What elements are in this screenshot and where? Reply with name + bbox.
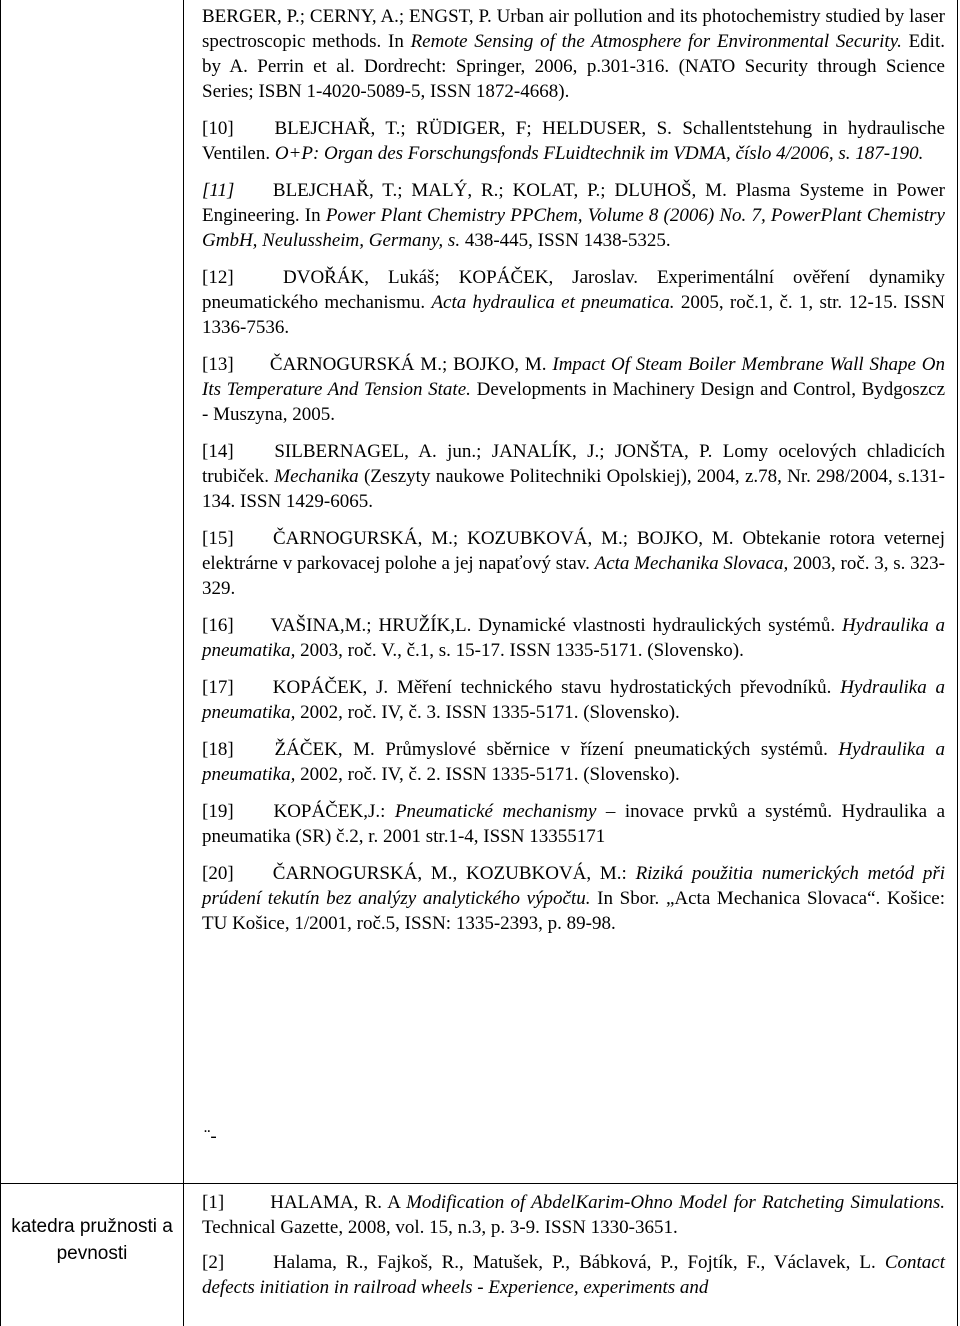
- reference-text: ČARNOGURSKÁ M.; BOJKO, M.: [269, 354, 553, 375]
- reference-entry: [202, 178, 945, 253]
- reference-text: BERGER, P.; CERNY, A.; ENGST, P. Urban air pollution and its photochemistry studied by laser spectroscopic methods. In: [202, 6, 945, 52]
- reference-entry: [202, 116, 945, 166]
- reference-text: BLEJCHAŘ, T.; RÜDIGER, F; HELDUSER, S. Schallentstehung in hydraulische Ventilen.: [202, 118, 945, 164]
- reference-italic-text: Hydraulika a pneumatika,: [202, 739, 945, 785]
- reference-italic-text: O+P: Organ des Forschungsfonds FLuidtechnik im VDMA, číslo 4/2006, s. 187-190.: [274, 143, 924, 164]
- reference-text: Technical Gazette, 2008, vol. 15, n.3, p. 3-9. ISSN 1330-3651.: [202, 1217, 678, 1238]
- reference-number: [16]: [202, 615, 234, 636]
- reference-entry: [202, 861, 945, 936]
- reference-text: (Zeszyty naukowe Politechniki Opolskiej), 2004, z.78, Nr. 298/2004, s.131-134. ISSN 1429-6065.: [202, 466, 945, 512]
- reference-number: [12]: [202, 267, 234, 288]
- separator-mark: ¨-: [204, 1126, 217, 1147]
- reference-number: [19]: [202, 801, 234, 822]
- reference-italic-text: Power Plant Chemistry PPChem, Volume 8 (2006) No. 7, PowerPlant Chemistry GmbH, Neulussheim, Germany, s.: [202, 205, 945, 251]
- reference-list-bottom: [202, 1190, 945, 1300]
- reference-number: [10]: [202, 118, 234, 139]
- reference-text: 2002, roč. IV, č. 2. ISSN 1335-5171. (Slovensko).: [295, 764, 680, 785]
- reference-number: [15]: [202, 528, 234, 549]
- reference-number: [1]: [202, 1192, 225, 1213]
- reference-text: Developments in Machinery Design and Control, Bydgoszcz - Muszyna, 2005.: [202, 379, 946, 425]
- reference-text: ŽÁČEK, M. Průmyslové sběrnice v řízení pneumatických systémů.: [274, 739, 839, 760]
- table-left-border: [0, 0, 1, 1326]
- reference-text: HALAMA, R. A: [270, 1192, 407, 1213]
- reference-text: SILBERNAGEL, A. jun.; JANALÍK, J.; JONŠTA, P. Lomy ocelových chladicích trubiček.: [202, 441, 945, 487]
- reference-italic-text: Impact Of Steam Boiler Membrane Wall Shape On Its Temperature And Tension State.: [202, 354, 946, 400]
- department-label: katedra pružnosti a pevnosti: [11, 1216, 173, 1264]
- reference-text: DVOŘÁK, Lukáš; KOPÁČEK, Jaroslav. Experimentální ověření dynamiky pneumatického mechanismu.: [202, 267, 946, 313]
- reference-entry: [202, 1250, 945, 1300]
- reference-entry: [202, 675, 945, 725]
- reference-text: ČARNOGURSKÁ, M.; KOZUBKOVÁ, M.; BOJKO, M. Obtekanie rotora veternej elektrárne v parkovacej polohe a jej napaťový stav.: [202, 528, 945, 574]
- table-right-border: [957, 0, 958, 1326]
- reference-italic-text: Acta hydraulica et pneumatica.: [431, 292, 675, 313]
- reference-italic-text: Riziká použitia numerických metód při prúdení tekutín bez analýzy analytického výpočtu.: [202, 863, 945, 909]
- reference-number: [13]: [202, 354, 234, 375]
- reference-italic-text: Contact defects initiation in railroad wheels - Experience, experiments and: [202, 1252, 946, 1298]
- reference-entry: [202, 439, 945, 514]
- reference-text: 2002, roč. IV, č. 3. ISSN 1335-5171. (Slovensko).: [295, 702, 680, 723]
- reference-text: 438-445, ISSN 1438-5325.: [460, 230, 671, 251]
- reference-italic-text: Modification of AbdelKarim-Ohno Model for Ratcheting Simulations.: [406, 1192, 946, 1213]
- table-column-divider: [183, 0, 184, 1326]
- reference-text: Edit. by A. Perrin et al. Dordrecht: Springer, 2006, p.301-316. (NATO Security through Science Series; ISBN 1-4020-5089-5, ISSN 1872-4668).: [202, 31, 945, 102]
- reference-entry: [202, 613, 945, 663]
- reference-text: BLEJCHAŘ, T.; MALÝ, R.; KOLAT, P.; DLUHOŠ, M. Plasma Systeme in Power Engineering. In: [202, 180, 946, 226]
- reference-text: VAŠINA,M.; HRUŽÍK,L. Dynamické vlastnosti hydraulických systémů.: [270, 615, 843, 636]
- reference-text: – inovace prvků a systémů. Hydraulika a pneumatika (SR) č.2, r. 2001 str.1-4, ISSN 13355171: [202, 801, 945, 847]
- reference-entry: [202, 737, 945, 787]
- reference-entry: [202, 4, 945, 104]
- reference-entry: [202, 1190, 945, 1240]
- reference-text: KOPÁČEK, J. Měření technického stavu hydrostatických převodníků.: [272, 677, 841, 698]
- reference-number: [18]: [202, 739, 234, 760]
- reference-entry: [202, 352, 945, 427]
- reference-entry: [202, 265, 945, 340]
- reference-text: In Sbor. „Acta Mechanica Slovaca“. Košice: TU Košice, 1/2001, roč.5, ISSN: 1335-2393, p. 89-98.: [202, 888, 945, 934]
- reference-text: 2005, roč.1, č. 1, str. 12-15. ISSN 1336-7536.: [202, 292, 945, 338]
- reference-list-top: [202, 4, 945, 936]
- reference-italic-text: Acta Mechanika Slovaca,: [594, 553, 789, 574]
- reference-text: ČARNOGURSKÁ, M., KOZUBKOVÁ, M.:: [272, 863, 636, 884]
- reference-number: [2]: [202, 1252, 225, 1273]
- reference-italic-text: Hydraulika a pneumatika,: [202, 615, 945, 661]
- reference-number: [14]: [202, 441, 234, 462]
- reference-entry: [202, 799, 945, 849]
- reference-entry: [202, 526, 945, 601]
- reference-number: [20]: [202, 863, 234, 884]
- table-row-divider: [0, 1183, 958, 1184]
- reference-text: KOPÁČEK,J.:: [273, 801, 395, 822]
- reference-text: 2003, roč. V., č.1, s. 15-17. ISSN 1335-5171. (Slovensko).: [295, 640, 744, 661]
- reference-text: 2003, roč. 3, s. 323-329.: [202, 553, 946, 599]
- reference-italic-text: Pneumatické mechanismy: [394, 801, 597, 822]
- reference-italic-text: Mechanika: [274, 466, 359, 487]
- reference-number: [17]: [202, 677, 234, 698]
- reference-italic-text: Remote Sensing of the Atmosphere for Environmental Security.: [410, 31, 902, 52]
- reference-italic-text: Hydraulika a pneumatika,: [202, 677, 945, 723]
- reference-text: Halama, R., Fajkoš, R., Matušek, P., Bábková, P., Fojtík, F., Václavek, L.: [273, 1252, 885, 1273]
- reference-number: [11]: [202, 180, 235, 201]
